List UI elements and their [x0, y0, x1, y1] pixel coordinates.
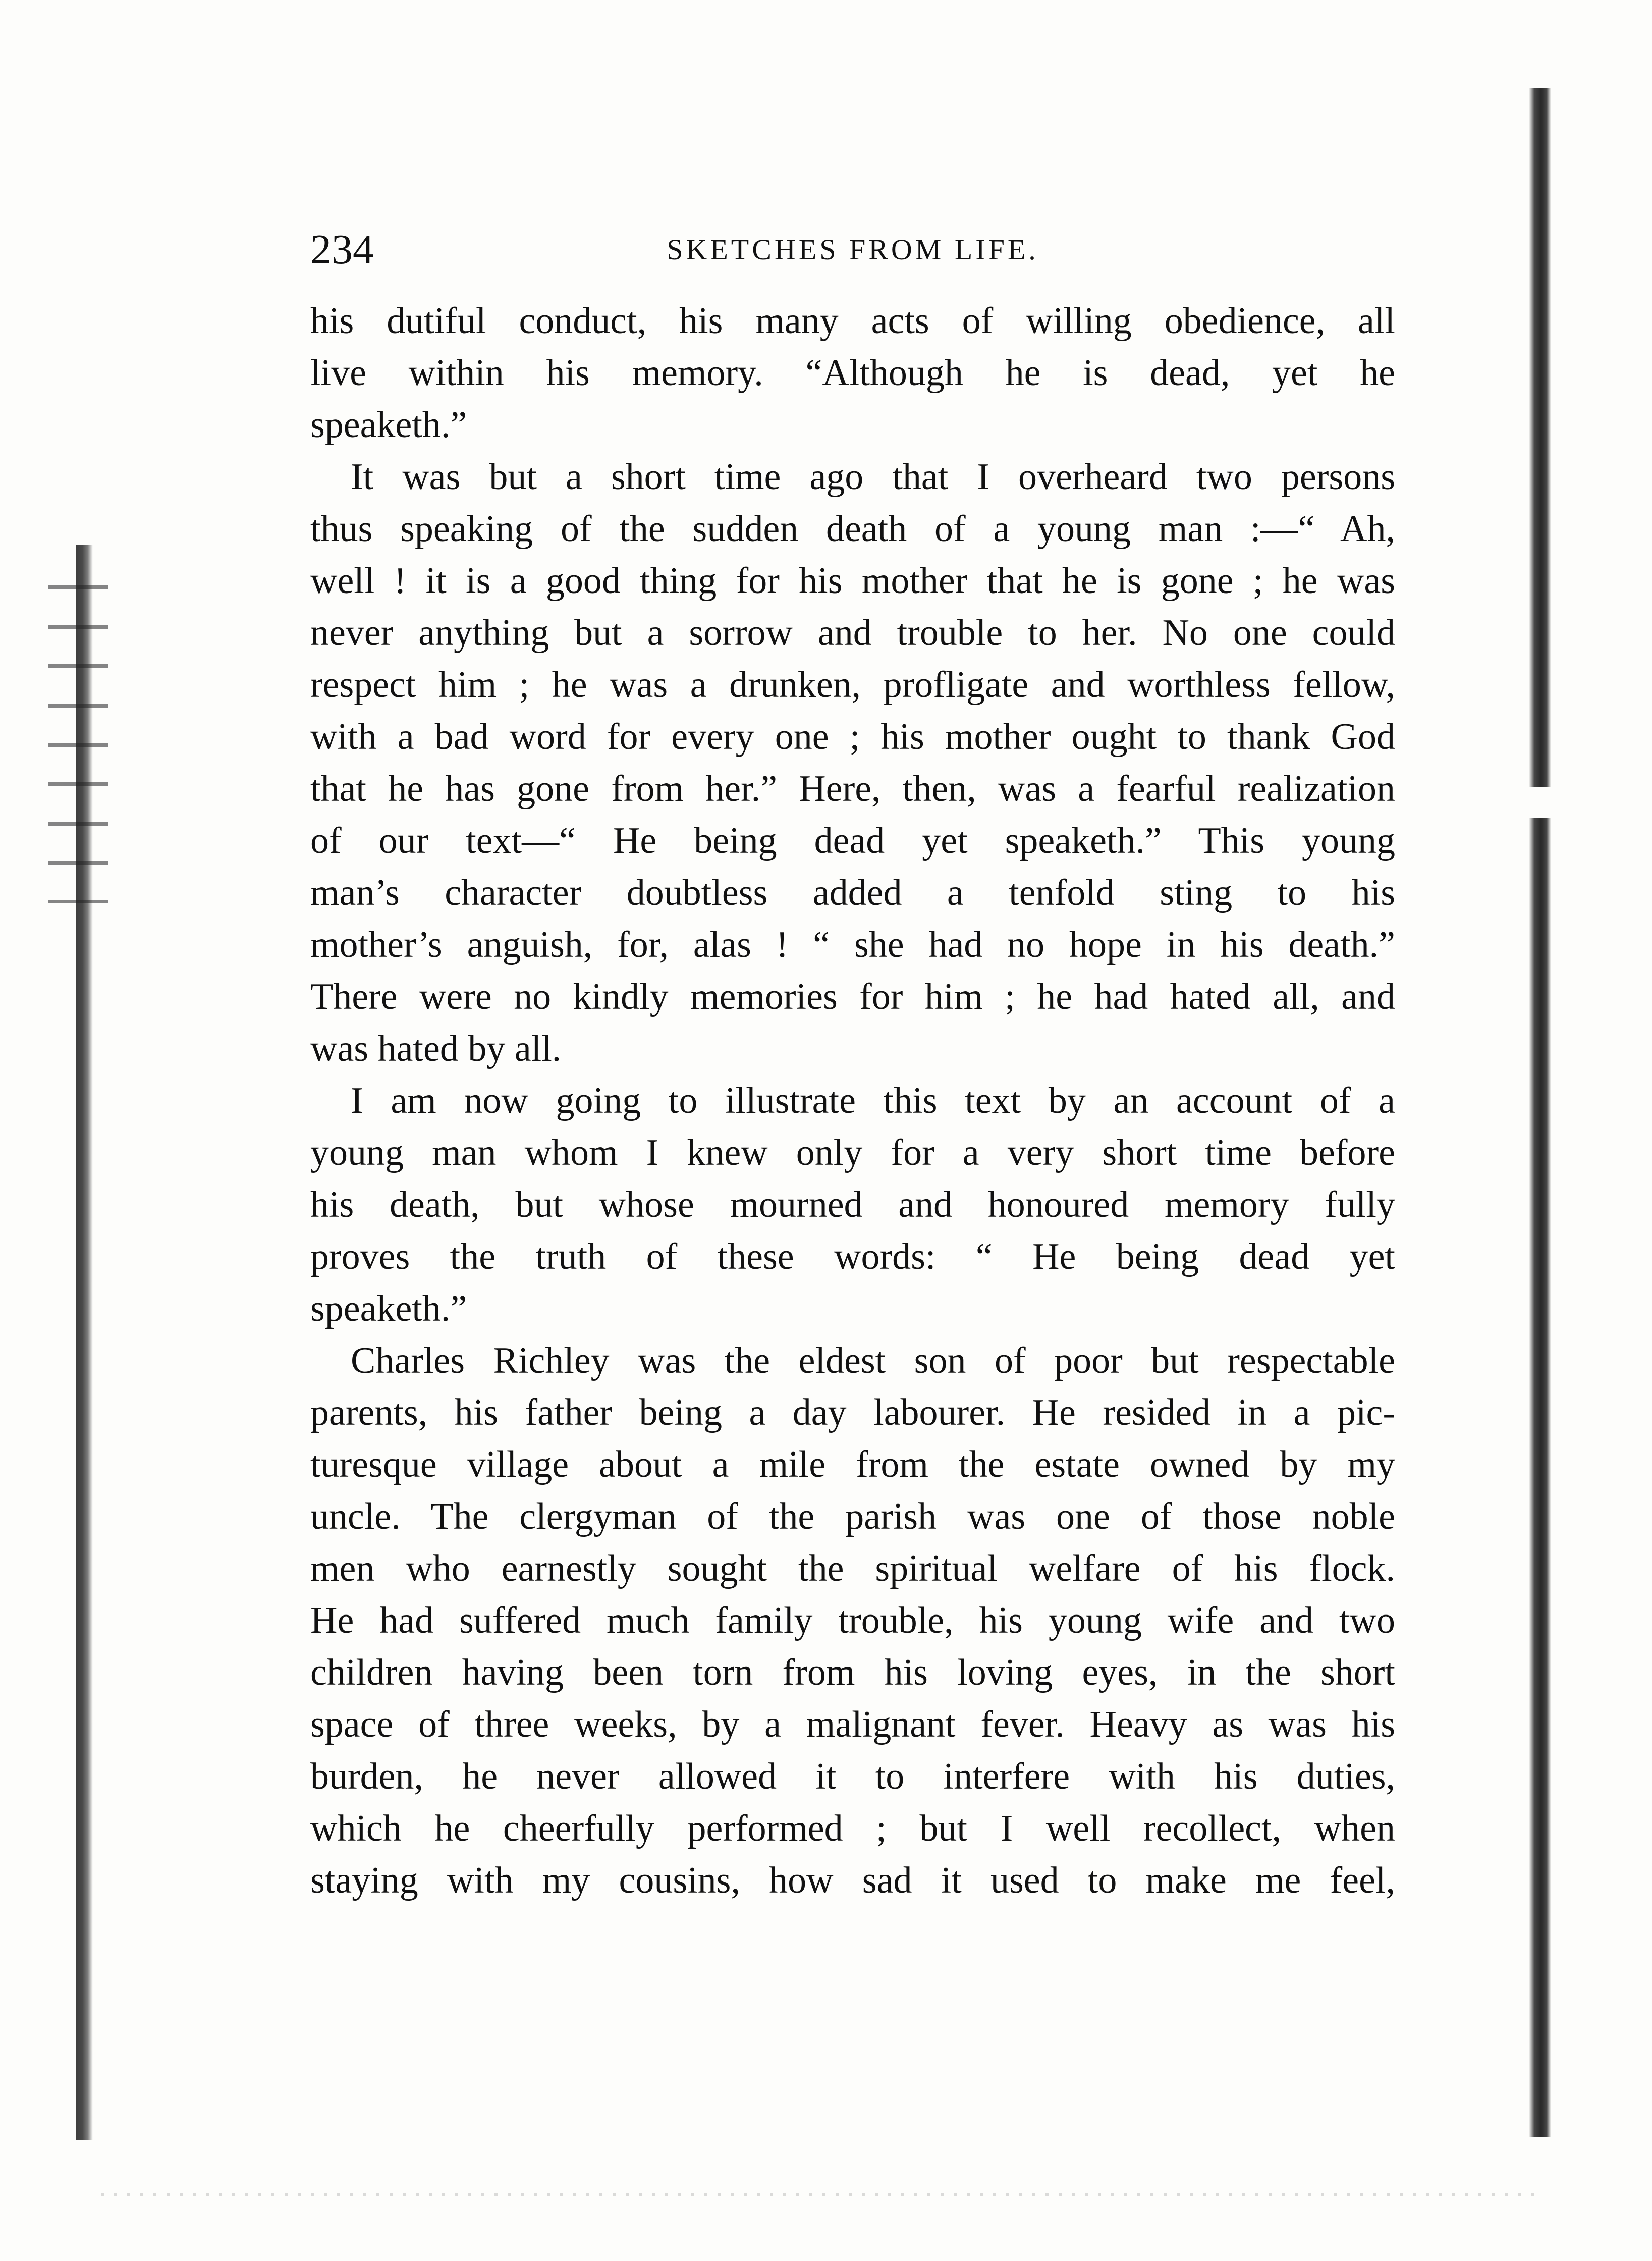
text-line: of our text—“ He being dead yet speaketh.” This young	[310, 820, 1395, 862]
running-title: SKETCHES FROM LIFE.	[667, 233, 1039, 266]
text-line: parents, his father being a day labourer. He resided in a pic-	[310, 1392, 1395, 1433]
text-line: live within his memory. “Although he is dead, yet he	[310, 352, 1395, 394]
left-edge-marks	[48, 550, 108, 903]
text-line: never anything but a sorrow and trouble to her. No one could	[310, 612, 1395, 654]
paragraph	[310, 1335, 1395, 1907]
text-line: children having been torn from his loving eyes, in the short	[310, 1652, 1395, 1693]
text-line: speaketh.”	[310, 1288, 467, 1329]
text-line: It was but a short time ago that I overheard two persons	[351, 456, 1395, 498]
text-line: with a bad word for every one ; his mother ought to thank God	[310, 716, 1395, 758]
paragraph	[310, 451, 1395, 1075]
text-line: was hated by all.	[310, 1028, 562, 1069]
text-line: which he cheerfully performed ; but I well recollect, when	[310, 1808, 1395, 1849]
text-line: He had suffered much family trouble, his young wife and two	[310, 1600, 1395, 1641]
text-line: well ! it is a good thing for his mother that he is gone ; he was	[310, 560, 1395, 602]
text-line: speaketh.”	[310, 404, 467, 446]
text-line: There were no kindly memories for him ; he had hated all, and	[310, 976, 1395, 1017]
running-head	[310, 222, 1395, 278]
bottom-edge-specks	[101, 2193, 1539, 2196]
text-line: burden, he never allowed it to interfere with his duties,	[310, 1756, 1395, 1797]
paragraph	[310, 295, 1395, 451]
text-line: his dutiful conduct, his many acts of willing obedience, all	[310, 300, 1395, 342]
text-line: young man whom I knew only for a very short time before	[310, 1132, 1395, 1173]
text-line: proves the truth of these words: “ He being dead yet	[310, 1236, 1395, 1277]
text-line: Charles Richley was the eldest son of poor but respectable	[351, 1340, 1395, 1381]
text-line: I am now going to illustrate this text by an account of a	[351, 1080, 1395, 1121]
text-line: man’s character doubtless added a tenfold sting to his	[310, 872, 1395, 913]
text-line: thus speaking of the sudden death of a young man :—“ Ah,	[310, 508, 1395, 550]
text-line: staying with my cousins, how sad it used to make me feel,	[310, 1860, 1395, 1901]
text-line: his death, but whose mourned and honoured memory fully	[310, 1184, 1395, 1225]
paragraph	[310, 1075, 1395, 1335]
text-line: turesque village about a mile from the estate owned by my	[310, 1444, 1395, 1485]
body-text	[310, 295, 1395, 1907]
text-line: men who earnestly sought the spiritual welfare of his flock.	[310, 1548, 1395, 1589]
text-line: uncle. The clergyman of the parish was one of those noble	[310, 1496, 1395, 1537]
right-page-edge	[1529, 88, 1551, 2137]
text-line: mother’s anguish, for, alas ! “ she had no hope in his death.”	[310, 924, 1395, 965]
page-number: 234	[310, 226, 374, 273]
text-line: respect him ; he was a drunken, profligate and worthless fellow,	[310, 664, 1395, 706]
text-line: that he has gone from her.” Here, then, was a fearful realization	[310, 768, 1395, 810]
text-line: space of three weeks, by a malignant fever. Heavy as was his	[310, 1704, 1395, 1745]
right-edge-gap	[1524, 787, 1559, 818]
